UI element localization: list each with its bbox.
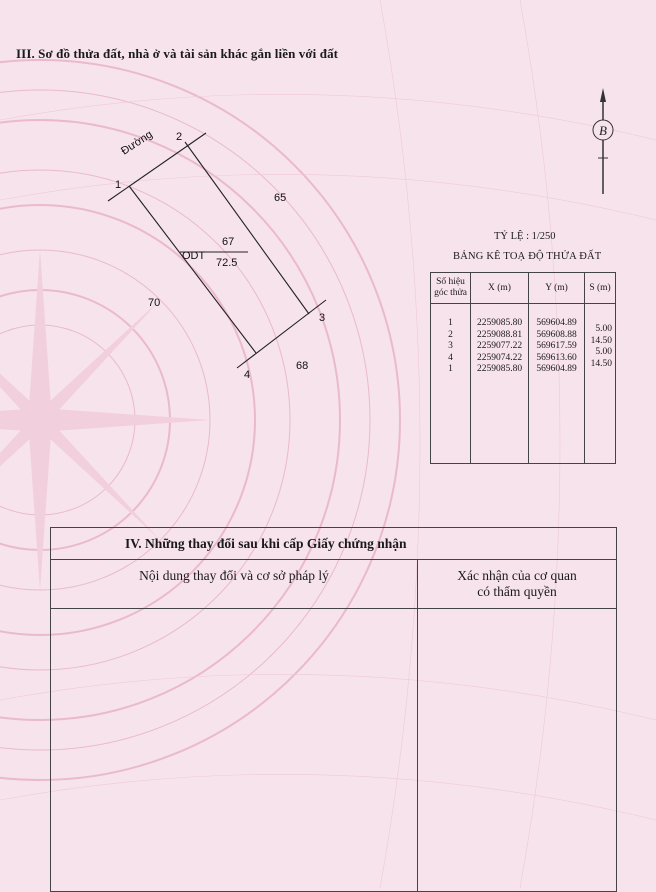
changes-table [50, 527, 617, 892]
authority-confirmation-header: Xác nhận của cơ quan có thẩm quyền [418, 560, 617, 609]
north-arrow-icon [588, 88, 618, 198]
neighbor-parcel-65: 65 [274, 192, 287, 204]
neighbor-parcel-70: 70 [148, 297, 161, 309]
coordinate-table [430, 272, 616, 464]
boundary-line-1-2 [108, 133, 206, 201]
corner-label-3: 3 [319, 312, 326, 324]
compass-letter: B [599, 123, 607, 138]
land-type-label: ODT [182, 250, 206, 262]
header-s: S (m) [585, 273, 616, 304]
header-x: X (m) [471, 273, 529, 304]
road-label: Đường [119, 128, 155, 158]
change-content-header: Nội dung thay đổi và cơ sở pháp lý [51, 560, 418, 609]
header-corner-no: Số hiệu góc thửa [431, 273, 471, 304]
parcel-number: 67 [222, 236, 235, 248]
header-y: Y (m) [529, 273, 585, 304]
y-column: 569604.89 569608.88 569617.59 569613.60 569604.89 [529, 304, 585, 464]
boundary-line-1-4 [129, 186, 256, 353]
boundary-line-4-3 [237, 300, 326, 368]
boundary-line-2-3 [185, 142, 309, 314]
neighbor-parcel-68: 68 [296, 360, 309, 372]
section-iv-title: IV. Những thay đổi sau khi cấp Giấy chứng nhận [51, 528, 617, 560]
change-content-cell[interactable] [51, 609, 418, 892]
authority-confirmation-cell[interactable] [418, 609, 617, 892]
section-iii-title: III. Sơ đồ thửa đất, nhà ở và tài sản khác gắn liền với đất [16, 46, 339, 61]
corner-label-1: 1 [115, 179, 122, 191]
corner-no-column: 1 2 3 4 1 [431, 304, 471, 464]
x-column: 2259085.80 2259088.81 2259077.22 2259074.22 2259085.80 [471, 304, 529, 464]
scale-text: TỶ LỆ : 1/250 [494, 231, 556, 242]
corner-label-4: 4 [244, 369, 251, 381]
parcel-area: 72.5 [216, 257, 238, 269]
corner-label-2: 2 [176, 131, 183, 143]
coordinate-table-title: BẢNG KÊ TOẠ ĐỘ THỬA ĐẤT [453, 251, 602, 262]
distance-column: 5.00 14.50 5.00 14.50 [585, 304, 616, 464]
